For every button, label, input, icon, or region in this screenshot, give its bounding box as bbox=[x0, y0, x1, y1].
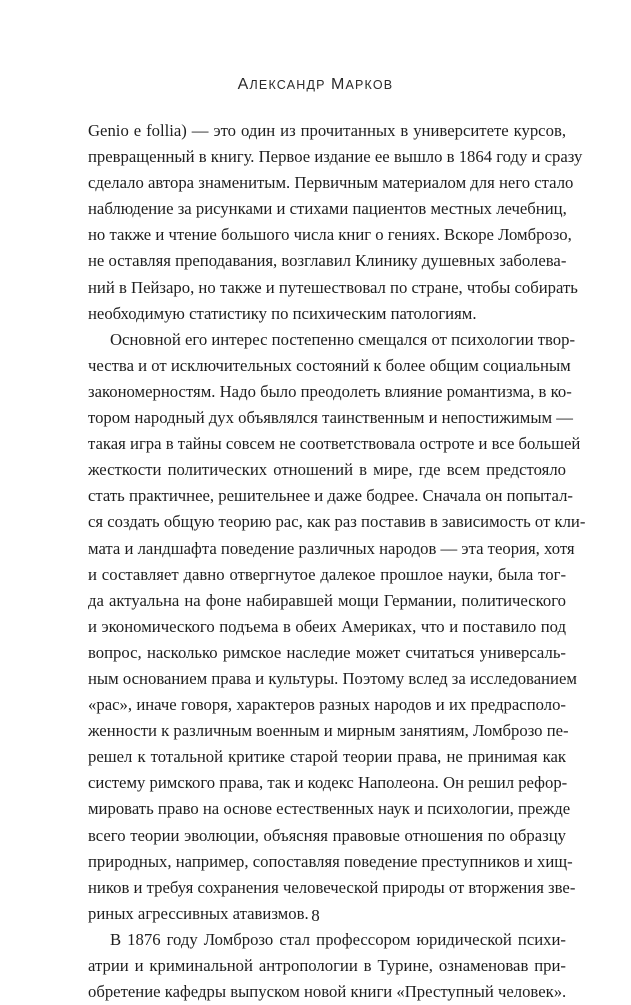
text-line: наблюдение за рисунками и стихами пациентов местных лечебниц, bbox=[88, 199, 567, 219]
text-line: сделало автора знаменитым. Первичным материалом для него стало bbox=[88, 173, 574, 193]
text-line: необходимую статистику по психическим патологиям. bbox=[88, 303, 477, 323]
author-first-rest: ЛЕКСАНДР bbox=[249, 78, 326, 92]
text-line: и составляет давно отвергнутое далекое прошлое науки, была тог- bbox=[88, 564, 566, 584]
text-line: но также и чтение большого числа книг о гениях. Вскоре Ломброзо, bbox=[88, 225, 572, 245]
text-line: ний в Пейзаро, но также и путешествовал по стране, чтобы собирать bbox=[88, 277, 578, 297]
body-text bbox=[88, 118, 586, 1005]
running-head-author bbox=[0, 76, 631, 94]
text-line: В 1876 году Ломброзо стал профессором юридической психи- bbox=[110, 929, 566, 949]
text-line: атрии и криминальной антропологии в Турине, ознаменовав при- bbox=[88, 956, 566, 975]
text-line: и экономического подъема в обеих Америках, что и поставило под bbox=[88, 616, 566, 636]
author-last-initial: М bbox=[330, 76, 346, 93]
text-line: решел к тотальной критике старой теории права, не принимая как bbox=[88, 747, 566, 767]
text-line: вопрос, насколько римское наследие может считаться универсаль- bbox=[88, 642, 566, 662]
text-line: такая игра в тайны совсем не соответствовала остроте и все большей bbox=[88, 434, 581, 454]
text-line: мата и ландшафта поведение различных народов — эта теория, хотя bbox=[88, 538, 575, 558]
text-line: Genio e follia) — это один из прочитанных в университете курсов, bbox=[88, 121, 566, 140]
text-line: стать практичнее, решительнее и даже бодрее. Сначала он попытал- bbox=[88, 486, 573, 506]
text-line: обретение кафедры выпуском новой книги «Преступный человек». bbox=[88, 982, 567, 1002]
text-line: тором народный дух объявлялся таинственным и непостижимым — bbox=[88, 408, 573, 428]
text-line: риных агрессивных атавизмов. bbox=[88, 903, 309, 923]
text-line: всего теории эволюции, объясняя правовые отношения по образцу bbox=[88, 825, 566, 845]
text-line: систему римского права, так и кодекс Наполеона. Он решил рефор- bbox=[88, 773, 568, 793]
text-line: превращенный в книгу. Первое издание ее вышло в 1864 году и сразу bbox=[88, 147, 583, 167]
text-line: жесткости политических отношений в мире, где всем предстояло bbox=[88, 460, 566, 480]
page-number: 8 bbox=[311, 906, 320, 925]
text-line: да актуальна на фоне набиравшей мощи Германии, политического bbox=[88, 590, 566, 610]
text-line: женности к различным военным и мирным занятиям, Ломброзо пе- bbox=[88, 721, 569, 741]
text-line: чества и от исключительных состояний к более общим социальным bbox=[88, 355, 571, 375]
text-line: не оставляя преподавания, возглавил Клинику душевных заболева- bbox=[88, 251, 567, 271]
text-line: ся создать общую теорию рас, как раз поставив в зависимость от кли- bbox=[88, 512, 586, 532]
text-line: Основной его интерес постепенно смещался от психологии твор- bbox=[110, 329, 576, 349]
text-line: закономерностям. Надо было преодолеть влияние романтизма, в ко- bbox=[88, 381, 572, 401]
text-line: природных, например, сопоставляя поведение преступников и хищ- bbox=[88, 851, 573, 871]
author-last-rest: АРКОВ bbox=[345, 78, 394, 92]
text-line: «рас», иначе говоря, характеров разных народов и их предрасполо- bbox=[88, 695, 566, 715]
text-line: ным основанием права и культуры. Поэтому вслед за исследованием bbox=[88, 668, 577, 688]
author-first-initial: А bbox=[237, 76, 250, 93]
text-line: ников и требуя сохранения человеческой природы от вторжения зве- bbox=[88, 877, 576, 897]
text-line: мировать право на основе естественных наук и психологии, прежде bbox=[88, 799, 571, 819]
